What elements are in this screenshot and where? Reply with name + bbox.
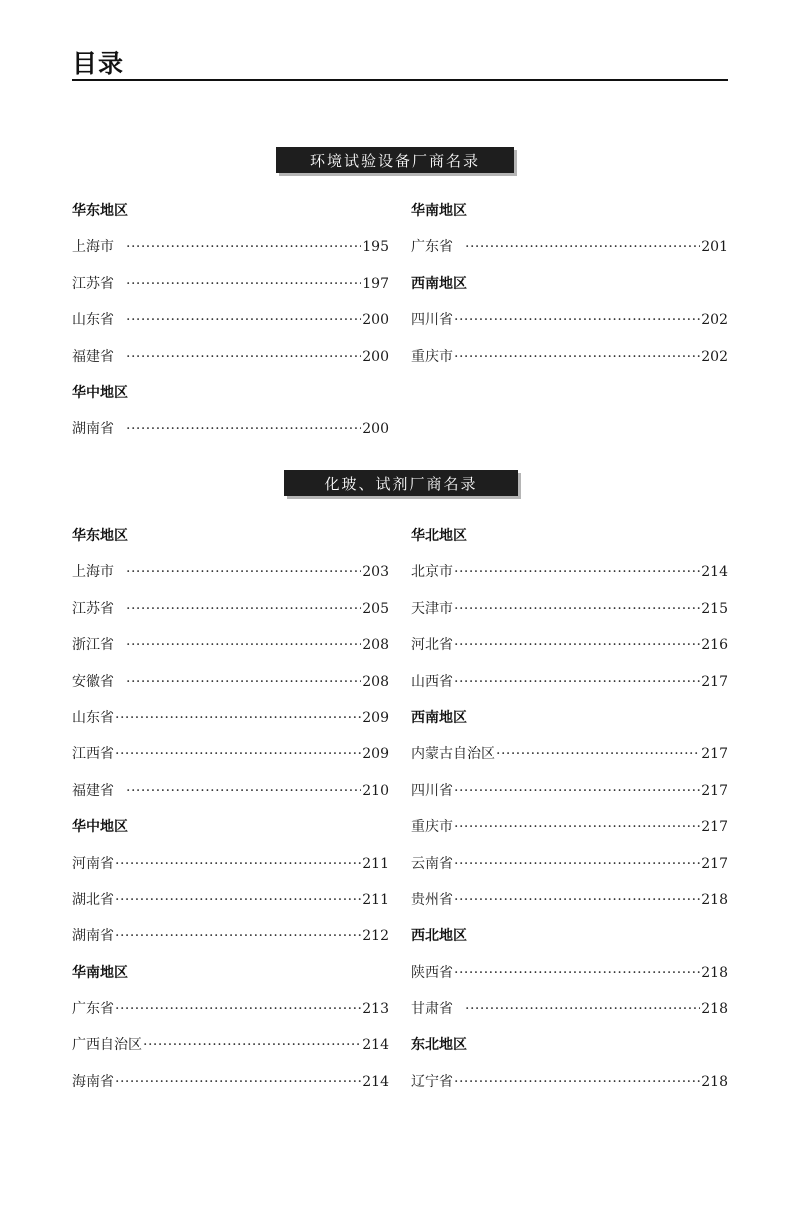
toc-entry[interactable]	[411, 664, 728, 700]
toc-entry-name: 内蒙古自治区	[411, 746, 495, 763]
dot-leader	[126, 411, 361, 447]
toc-entry-name: 江苏省	[72, 275, 114, 292]
toc-entry-name: 重庆市	[411, 348, 453, 365]
toc-entry-name: 山西省	[411, 673, 453, 690]
dot-leader	[454, 591, 700, 627]
toc-entry[interactable]	[411, 302, 728, 338]
toc-entry-page: 215	[701, 600, 728, 617]
dot-leader	[143, 1027, 361, 1063]
dot-leader	[126, 302, 361, 338]
toc-entry-page: 214	[701, 564, 728, 581]
toc-entry[interactable]	[72, 627, 389, 663]
toc-entry[interactable]	[72, 736, 389, 772]
toc-entry-page: 205	[362, 600, 389, 617]
dot-leader	[454, 554, 700, 590]
dot-leader	[454, 664, 700, 700]
dot-leader	[454, 955, 700, 991]
toc-entry[interactable]	[411, 882, 728, 918]
toc-entry-name: 江苏省	[72, 600, 114, 617]
dot-leader	[454, 627, 700, 663]
toc-entry-name: 浙江省	[72, 637, 114, 654]
toc-entry-name: 福建省	[72, 782, 114, 799]
toc-entry[interactable]	[411, 773, 728, 809]
toc-entry-page: 200	[362, 421, 389, 438]
region-heading: 西南地区	[411, 709, 467, 726]
dot-leader	[454, 846, 700, 882]
toc-entry-page: 200	[362, 312, 389, 329]
toc-entry-page: 217	[701, 782, 728, 799]
dot-leader	[115, 1064, 361, 1100]
dot-leader	[454, 882, 700, 918]
toc-entry-page: 195	[362, 239, 389, 256]
toc-entry-page: 218	[701, 964, 728, 981]
toc-entry-name: 辽宁省	[411, 1073, 453, 1090]
toc-entry[interactable]	[72, 266, 389, 302]
dot-leader	[454, 1064, 700, 1100]
toc-entry-name: 陕西省	[411, 964, 453, 981]
toc-entry-name: 贵州省	[411, 891, 453, 908]
toc-entry[interactable]	[72, 302, 389, 338]
dot-leader	[115, 846, 361, 882]
toc-entry[interactable]	[72, 229, 389, 265]
region-heading: 华中地区	[72, 384, 128, 401]
toc-entry-page: 209	[362, 746, 389, 763]
region-heading: 华北地区	[411, 528, 467, 544]
toc-entry-page: 212	[362, 928, 389, 945]
toc-entry-name: 江西省	[72, 746, 114, 763]
region-heading: 华南地区	[72, 964, 128, 981]
toc-entry[interactable]	[72, 664, 389, 700]
toc-entry[interactable]	[72, 554, 389, 590]
dot-leader	[126, 554, 361, 590]
toc-entry[interactable]	[411, 955, 728, 991]
region-heading: 华中地区	[72, 819, 128, 836]
toc-entry[interactable]	[411, 809, 728, 845]
section-banner-glassware-reagents: 化玻、试剂厂商名录	[284, 470, 518, 496]
dot-leader	[465, 229, 700, 265]
toc-entry[interactable]	[411, 1064, 728, 1100]
toc-entry-name: 河南省	[72, 855, 114, 872]
toc-entry-page: 209	[362, 709, 389, 726]
toc-entry-name: 广东省	[72, 1001, 114, 1018]
toc-entry-page: 202	[701, 312, 728, 329]
toc-column-right	[411, 518, 728, 1100]
toc-entry-name: 安徽省	[72, 673, 114, 690]
region-heading: 西北地区	[411, 928, 467, 945]
toc-entry[interactable]	[72, 1027, 389, 1063]
toc-entry-page: 217	[701, 819, 728, 836]
toc-entry[interactable]	[72, 773, 389, 809]
toc-entry-name: 广东省	[411, 239, 453, 256]
toc-entry-page: 217	[701, 746, 728, 763]
toc-entry-name: 重庆市	[411, 819, 453, 836]
toc-entry[interactable]	[411, 339, 728, 375]
region-heading: 华南地区	[411, 203, 467, 219]
dot-leader	[126, 591, 361, 627]
dot-leader	[126, 664, 361, 700]
dot-leader	[126, 229, 361, 265]
toc-entry-page: 210	[362, 782, 389, 799]
toc-entry-name: 湖北省	[72, 891, 114, 908]
toc-entry-name: 福建省	[72, 348, 114, 365]
toc-column-left	[72, 193, 389, 448]
toc-entry[interactable]	[72, 846, 389, 882]
toc-entry-name: 上海市	[72, 564, 114, 581]
toc-entry-name: 甘肃省	[411, 1001, 453, 1018]
toc-entry[interactable]	[72, 882, 389, 918]
toc-entry-page: 218	[701, 1073, 728, 1090]
toc-entry-page: 217	[701, 673, 728, 690]
toc-entry[interactable]	[72, 1064, 389, 1100]
section-banner-environment-equipment: 环境试验设备厂商名录	[276, 147, 514, 173]
dot-leader	[115, 918, 361, 954]
toc-entry[interactable]	[72, 591, 389, 627]
toc-entry-page: 214	[362, 1037, 389, 1054]
toc-column-right	[411, 193, 728, 375]
toc-entry[interactable]	[411, 736, 728, 772]
toc-entry-page: 203	[362, 564, 389, 581]
toc-entry-page: 211	[362, 891, 389, 908]
toc-entry-page: 218	[701, 891, 728, 908]
toc-entry[interactable]	[72, 918, 389, 954]
toc-entry-name: 北京市	[411, 564, 453, 581]
toc-entry[interactable]	[411, 229, 728, 265]
toc-entry[interactable]	[72, 991, 389, 1027]
toc-entry-name: 河北省	[411, 637, 453, 654]
dot-leader	[115, 882, 361, 918]
toc-entry-name: 广西自治区	[72, 1037, 142, 1054]
toc-entry-page: 208	[362, 637, 389, 654]
toc-entry-name: 上海市	[72, 239, 114, 256]
dot-leader	[115, 991, 361, 1027]
toc-entry-page: 216	[701, 637, 728, 654]
dot-leader	[454, 809, 700, 845]
toc-entry-name: 四川省	[411, 782, 453, 799]
toc-entry[interactable]	[411, 627, 728, 663]
dot-leader	[126, 339, 361, 375]
toc-entry-name: 山东省	[72, 709, 114, 726]
toc-entry[interactable]	[411, 591, 728, 627]
toc-entry-page: 218	[701, 1001, 728, 1018]
toc-entry-name: 湖南省	[72, 928, 114, 945]
toc-entry-page: 200	[362, 348, 389, 365]
dot-leader	[126, 773, 361, 809]
dot-leader	[126, 627, 361, 663]
toc-entry-page: 208	[362, 673, 389, 690]
toc-entry[interactable]	[72, 411, 389, 447]
toc-entry[interactable]	[411, 991, 728, 1027]
region-heading: 西南地区	[411, 275, 467, 292]
title-divider	[72, 79, 728, 81]
toc-entry-name: 天津市	[411, 600, 453, 617]
dot-leader	[115, 736, 361, 772]
page-title: 目录	[72, 49, 125, 78]
region-heading: 华东地区	[72, 528, 128, 544]
toc-entry-page: 202	[701, 348, 728, 365]
toc-entry[interactable]	[411, 554, 728, 590]
toc-entry[interactable]	[72, 700, 389, 736]
dot-leader	[454, 773, 700, 809]
toc-entry-page: 217	[701, 855, 728, 872]
toc-entry[interactable]	[411, 846, 728, 882]
toc-entry-name: 山东省	[72, 312, 114, 329]
toc-entry-page: 197	[362, 275, 389, 292]
toc-entry-page: 201	[701, 239, 728, 256]
dot-leader	[496, 736, 700, 772]
dot-leader	[115, 700, 361, 736]
toc-entry[interactable]	[72, 339, 389, 375]
toc-entry-page: 211	[362, 855, 389, 872]
dot-leader	[454, 302, 700, 338]
toc-column-left	[72, 518, 389, 1100]
dot-leader	[126, 266, 361, 302]
toc-entry-page: 214	[362, 1073, 389, 1090]
dot-leader	[454, 339, 700, 375]
toc-entry-name: 湖南省	[72, 421, 114, 438]
region-heading: 东北地区	[411, 1037, 467, 1054]
toc-entry-page: 213	[362, 1001, 389, 1018]
dot-leader	[465, 991, 700, 1027]
toc-entry-name: 海南省	[72, 1073, 114, 1090]
toc-entry-name: 四川省	[411, 312, 453, 329]
toc-entry-name: 云南省	[411, 855, 453, 872]
region-heading: 华东地区	[72, 203, 128, 219]
